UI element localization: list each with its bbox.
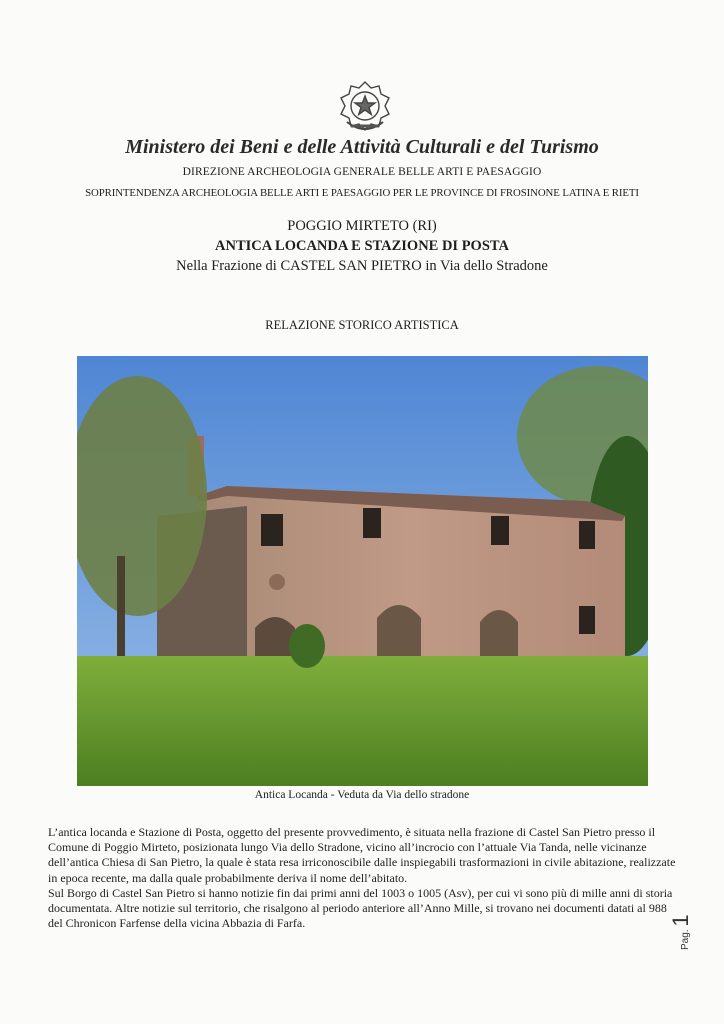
building-photo: [77, 356, 648, 786]
place-title: POGGIO MIRTETO (RI): [287, 218, 437, 234]
building-title: ANTICA LOCANDA E STAZIONE DI POSTA: [215, 238, 509, 254]
section-title: RELAZIONE STORICO ARTISTICA: [265, 318, 459, 332]
italian-republic-emblem-icon: [335, 76, 395, 136]
ministry-name: Ministero dei Beni e delle Attività Culturali e del Turismo: [125, 136, 599, 158]
body-text: [48, 825, 678, 931]
page-number-label: [668, 890, 692, 950]
photo-caption: Antica Locanda - Veduta da Via dello stradone: [254, 789, 470, 801]
paragraph-1: L’antica locanda e Stazione di Posta, oggetto del presente provvedimento, è situata nella frazione di Castel San Pietro presso il Comune di Poggio Mirteto, posizionata lungo Via dello Stradone, vicino all’incrocio con l’attuale Via Tanda, nelle vicinanze dell’antica Chiesa di San Pietro, la quale è stata resa irriconoscibile dalle inspiegabili trasformazioni in civile abitazione, realizzate in epoca recente, ma dalla quale probabilmente deriva il nome dell’abitato.: [48, 825, 676, 885]
page-prefix: Pag.: [680, 929, 691, 950]
page-number: 1: [668, 914, 693, 927]
paragraph-2: Sul Borgo di Castel San Pietro si hanno notizie fin dai primi anni del 1003 o 1005 (Asv), per cui vi sono più di mille anni di storia documentata. Altre notizie sul territorio, che risalgono al periodo anteriore all’Anno Mille, si trovano nei documenti datati al 988 del Chronicon Farfense della vicina Abbazia di Farfa.: [48, 885, 673, 931]
direzione-line: DIREZIONE ARCHEOLOGIA GENERALE BELLE ARTI E PAESAGGIO: [182, 166, 542, 178]
location-subtitle: Nella Frazione di CASTEL SAN PIETRO in Via dello Stradone: [176, 258, 548, 274]
soprintendenza-line: SOPRINTENDENZA ARCHEOLOGIA BELLE ARTI E PAESAGGIO PER LE PROVINCE DI FROSINONE LATINA E RIETI: [85, 187, 639, 199]
